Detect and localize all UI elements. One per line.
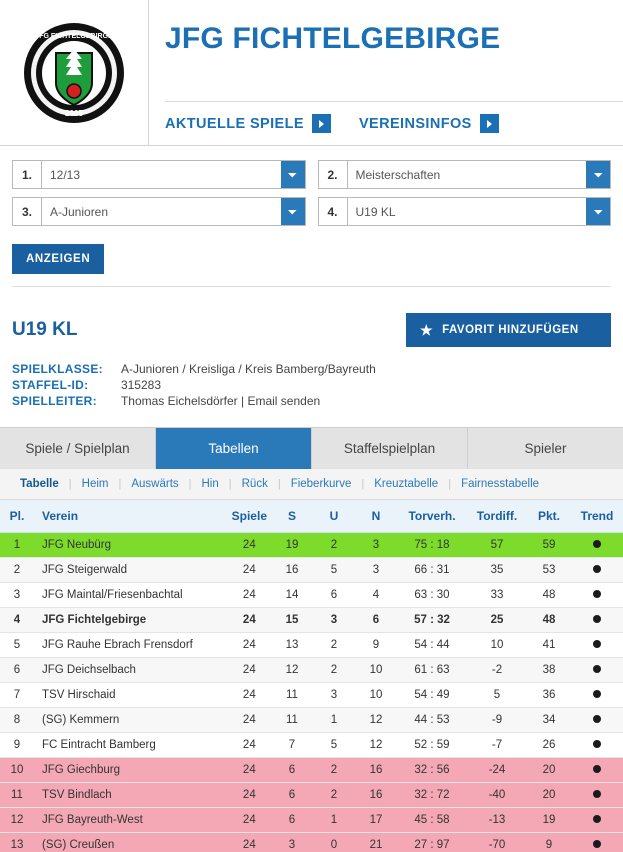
cell-draws: 6 [313,583,355,608]
filter-index: 4. [318,197,347,226]
chevron-down-icon[interactable] [281,198,305,225]
site-header [0,0,623,146]
cell-draws: 2 [313,658,355,683]
cell-club: (SG) Kemmern [34,708,228,733]
show-button[interactable]: ANZEIGEN [12,244,104,274]
tab-tabellen[interactable]: Tabellen [156,428,312,469]
cell-position: 8 [0,708,34,733]
trend-dot-icon [593,765,601,773]
cell-position: 4 [0,608,34,633]
cell-points: 34 [527,708,571,733]
cell-points: 48 [527,583,571,608]
cell-games: 24 [228,808,271,833]
cell-losses: 9 [355,633,397,658]
cell-goal-ratio: 32 : 72 [397,783,467,808]
table-row[interactable] [0,683,623,708]
table-row[interactable] [0,733,623,758]
cell-trend [571,733,623,758]
cell-losses: 17 [355,808,397,833]
select-league-value: U19 KL [355,204,396,219]
cell-wins: 16 [271,558,313,583]
cell-goal-ratio: 75 : 18 [397,533,467,558]
trend-dot-icon [593,740,601,748]
cell-wins: 14 [271,583,313,608]
standings-head [0,500,623,533]
trend-dot-icon [593,590,601,598]
cell-games: 24 [228,833,271,852]
cell-points: 41 [527,633,571,658]
subtab-hin[interactable]: Hin [201,478,219,490]
info-value: A-Junioren / Kreisliga / Kreis Bamberg/Bayreuth [120,362,376,376]
cell-position: 11 [0,783,34,808]
cell-club: JFG Neubürg [34,533,228,558]
cell-goal-diff: -40 [467,783,527,808]
cell-trend [571,833,623,852]
cell-games: 24 [228,683,271,708]
sub-tabs [0,469,623,500]
table-row[interactable] [0,583,623,608]
cell-club: JFG Fichtelgebirge [34,608,228,633]
cell-goal-ratio: 66 : 31 [397,558,467,583]
cell-trend [571,783,623,808]
cell-goal-ratio: 27 : 97 [397,833,467,852]
cell-position: 12 [0,808,34,833]
cell-position: 1 [0,533,34,558]
cell-draws: 0 [313,833,355,852]
cell-losses: 21 [355,833,397,852]
cell-losses: 10 [355,683,397,708]
filter-index: 2. [318,160,347,189]
select-competition[interactable] [347,160,612,189]
nav-item-aktuelle-spiele[interactable] [165,114,331,133]
cell-points: 20 [527,758,571,783]
league-info-panel [0,299,623,419]
cell-goal-ratio: 54 : 49 [397,683,467,708]
league-header-row [12,313,611,347]
col-header-verein: Verein [34,500,228,533]
svg-text:JFG FICHTELGEBIRGE: JFG FICHTELGEBIRGE [35,32,113,40]
table-row[interactable] [0,708,623,733]
col-header-punkte: Pkt. [527,500,571,533]
cell-goal-ratio: 44 : 53 [397,708,467,733]
trend-dot-icon [593,640,601,648]
cell-games: 24 [228,608,271,633]
cell-games: 24 [228,758,271,783]
cell-wins: 13 [271,633,313,658]
cell-goal-ratio: 57 : 32 [397,608,467,633]
standings-body [0,533,623,852]
subtab-rueck[interactable]: Rück [241,478,268,490]
cell-goal-diff: -7 [467,733,527,758]
filter-row-1 [12,160,611,189]
trend-dot-icon [593,840,601,848]
cell-goal-diff: 33 [467,583,527,608]
add-favorite-label: FAVORIT HINZUFÜGEN [442,324,579,336]
subtab-fairnesstabelle[interactable]: Fairnesstabelle [461,478,540,490]
info-row [12,393,376,409]
cell-draws: 1 [313,708,355,733]
cell-points: 59 [527,533,571,558]
cell-games: 24 [228,658,271,683]
cell-games: 24 [228,558,271,583]
trend-dot-icon [593,690,601,698]
cell-draws: 2 [313,533,355,558]
cell-draws: 2 [313,783,355,808]
trend-dot-icon [593,790,601,798]
cell-club: TSV Hirschaid [34,683,228,708]
cell-draws: 1 [313,808,355,833]
table-row[interactable] [0,833,623,852]
league-title: U19 KL [12,319,78,340]
info-label: STAFFEL-ID: [12,378,89,392]
col-header-pl: Pl. [0,500,34,533]
table-row[interactable] [0,783,623,808]
header-nav [165,101,623,145]
svg-text:2005: 2005 [65,108,83,118]
cell-wins: 6 [271,808,313,833]
cell-draws: 2 [313,758,355,783]
cell-trend [571,608,623,633]
cell-trend [571,708,623,733]
trend-dot-icon [593,565,601,573]
cell-goal-diff: 5 [467,683,527,708]
cell-club: JFG Giechburg [34,758,228,783]
trend-dot-icon [593,665,601,673]
cell-losses: 6 [355,608,397,633]
table-row[interactable] [0,808,623,833]
cell-position: 6 [0,658,34,683]
select-agegroup-value: A-Junioren [50,204,109,219]
cell-trend [571,683,623,708]
filter-competition[interactable] [318,160,612,189]
club-logo [0,0,149,145]
subtab-separator: | [68,478,72,490]
select-competition-value: Meisterschaften [355,167,441,182]
cell-points: 48 [527,608,571,633]
cell-goal-diff: 57 [467,533,527,558]
trend-dot-icon [593,815,601,823]
cell-trend [571,558,623,583]
table-row[interactable] [0,633,623,658]
cell-wins: 12 [271,658,313,683]
cell-games: 24 [228,533,271,558]
cell-draws: 2 [313,633,355,658]
col-header-s: S [271,500,313,533]
filter-index: 1. [12,160,41,189]
cell-goal-ratio: 32 : 56 [397,758,467,783]
select-league[interactable] [347,197,612,226]
subtab-separator: | [228,478,232,490]
cell-trend [571,633,623,658]
trend-dot-icon [593,540,601,548]
select-agegroup[interactable] [41,197,306,226]
divider [12,286,611,287]
filter-season[interactable] [12,160,306,189]
cell-points: 19 [527,808,571,833]
cell-club: JFG Maintal/Friesenbachtal [34,583,228,608]
col-header-u: U [313,500,355,533]
cell-wins: 7 [271,733,313,758]
subtab-heim[interactable]: Heim [81,478,109,490]
cell-draws: 3 [313,608,355,633]
cell-losses: 16 [355,758,397,783]
info-label: SPIELLEITER: [12,394,97,408]
table-row[interactable] [0,608,623,633]
subtab-fieberkurve[interactable]: Fieberkurve [290,478,352,490]
info-value-contact[interactable]: Thomas Eichelsdörfer | Email senden [120,394,321,408]
filter-row-2 [12,197,611,226]
cell-trend [571,583,623,608]
league-details [12,361,376,409]
tab-spiele-spielplan[interactable]: Spiele / Spielplan [0,428,156,469]
col-header-trend: Trend [571,500,623,533]
cell-games: 24 [228,633,271,658]
nav-item-label: VEREINSINFOS [358,115,472,132]
cell-goal-ratio: 63 : 30 [397,583,467,608]
club-crest-icon [22,21,126,125]
cell-points: 20 [527,783,571,808]
cell-position: 10 [0,758,34,783]
subtab-tabelle[interactable]: Tabelle [20,478,59,490]
info-row [12,361,376,377]
cell-position: 13 [0,833,34,852]
standings-table [0,500,623,852]
cell-club: JFG Bayreuth-West [34,808,228,833]
cell-games: 24 [228,708,271,733]
subtab-auswaerts[interactable]: Auswärts [131,478,179,490]
star-icon: ★ [420,322,434,338]
standings-header-row [0,500,623,533]
cell-goal-diff: -24 [467,758,527,783]
cell-points: 38 [527,658,571,683]
cell-goal-diff: -9 [467,708,527,733]
header-title-area [149,0,623,145]
tab-spieler[interactable]: Spieler [468,428,623,469]
cell-position: 7 [0,683,34,708]
table-row[interactable] [0,558,623,583]
cell-position: 5 [0,633,34,658]
col-header-spiele: Spiele [228,500,271,533]
cell-position: 9 [0,733,34,758]
cell-trend [571,658,623,683]
cell-goal-diff: 25 [467,608,527,633]
chevron-right-icon [480,114,499,133]
cell-wins: 6 [271,758,313,783]
cell-losses: 12 [355,708,397,733]
cell-points: 53 [527,558,571,583]
trend-dot-icon [593,715,601,723]
cell-draws: 5 [313,558,355,583]
cell-goal-ratio: 54 : 44 [397,633,467,658]
trend-dot-icon [593,615,601,623]
subtab-separator: | [448,478,452,490]
tab-staffelspielplan[interactable]: Staffelspielplan [312,428,468,469]
table-row[interactable] [0,758,623,783]
info-label: SPIELKLASSE: [12,362,103,376]
cell-club: JFG Rauhe Ebrach Frensdorf [34,633,228,658]
chevron-down-icon[interactable] [586,161,610,188]
main-tabs [0,427,623,469]
cell-draws: 3 [313,683,355,708]
cell-losses: 3 [355,558,397,583]
cell-points: 9 [527,833,571,852]
subtab-separator: | [361,478,365,490]
cell-trend [571,533,623,558]
select-season[interactable] [41,160,306,189]
cell-points: 36 [527,683,571,708]
cell-wins: 11 [271,708,313,733]
cell-goal-diff: 35 [467,558,527,583]
col-header-n: N [355,500,397,533]
cell-club: TSV Bindlach [34,783,228,808]
cell-trend [571,758,623,783]
add-favorite-button[interactable] [406,313,611,347]
cell-wins: 6 [271,783,313,808]
cell-wins: 19 [271,533,313,558]
chevron-down-icon[interactable] [586,198,610,225]
cell-losses: 4 [355,583,397,608]
subtab-separator: | [118,478,122,490]
subtab-separator: | [277,478,281,490]
table-row[interactable] [0,533,623,558]
page-title: JFG FICHTELGEBIRGE [165,22,501,55]
cell-games: 24 [228,583,271,608]
subtab-kreuztabelle[interactable]: Kreuztabelle [374,478,439,490]
info-value: 315283 [120,378,161,392]
cell-wins: 15 [271,608,313,633]
filter-league[interactable] [318,197,612,226]
cell-club: FC Eintracht Bamberg [34,733,228,758]
nav-item-label: AKTUELLE SPIELE [165,115,304,132]
info-row [12,377,376,393]
table-row[interactable] [0,658,623,683]
nav-item-vereinsinfos[interactable] [359,114,499,133]
cell-points: 26 [527,733,571,758]
chevron-right-icon [312,114,331,133]
filter-index: 3. [12,197,41,226]
cell-goal-diff: 10 [467,633,527,658]
cell-club: JFG Deichselbach [34,658,228,683]
cell-goal-ratio: 61 : 63 [397,658,467,683]
select-season-value: 12/13 [50,167,81,182]
cell-goal-ratio: 45 : 58 [397,808,467,833]
subtab-separator: | [188,478,192,490]
cell-losses: 10 [355,658,397,683]
cell-wins: 11 [271,683,313,708]
cell-club: (SG) Creußen [34,833,228,852]
col-header-tordifferenz: Tordiff. [467,500,527,533]
filter-panel [0,146,623,299]
cell-losses: 3 [355,533,397,558]
cell-goal-diff: -70 [467,833,527,852]
cell-games: 24 [228,733,271,758]
cell-trend [571,808,623,833]
cell-goal-ratio: 52 : 59 [397,733,467,758]
cell-games: 24 [228,783,271,808]
chevron-down-icon[interactable] [281,161,305,188]
cell-wins: 3 [271,833,313,852]
cell-losses: 12 [355,733,397,758]
col-header-torverhaeltnis: Torverh. [397,500,467,533]
filter-agegroup[interactable] [12,197,306,226]
cell-losses: 16 [355,783,397,808]
cell-goal-diff: -13 [467,808,527,833]
cell-goal-diff: -2 [467,658,527,683]
cell-draws: 5 [313,733,355,758]
cell-club: JFG Steigerwald [34,558,228,583]
cell-position: 3 [0,583,34,608]
cell-position: 2 [0,558,34,583]
